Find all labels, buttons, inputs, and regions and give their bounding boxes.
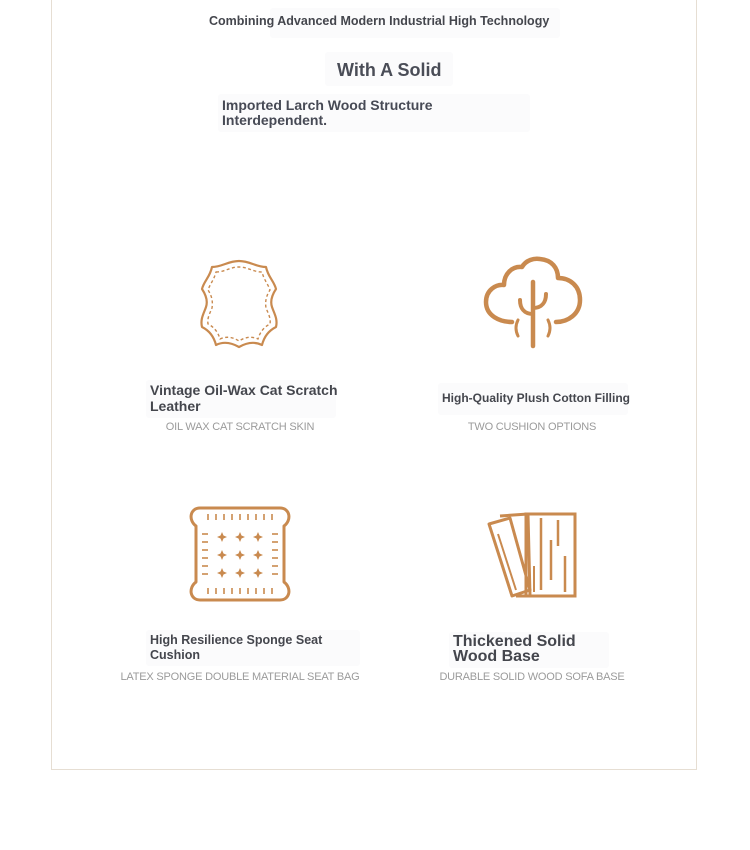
feature-3-subtitle: LATEX SPONGE DOUBLE MATERIAL SEAT BAG [120, 671, 360, 683]
feature-4-subtitle: DURABLE SOLID WOOD SOFA BASE [439, 671, 625, 683]
feature-1-title: Vintage Oil-Wax Cat Scratch Leather [150, 382, 338, 414]
leather-icon [198, 257, 280, 349]
feature-2-title: High-Quality Plush Cotton Filling [442, 391, 630, 405]
wood-planks-icon [486, 510, 580, 600]
cushion-icon [186, 504, 294, 604]
page-lead: Imported Larch Wood Structure Interdependent. [222, 97, 433, 128]
feature-2-subtitle: TWO CUSHION OPTIONS [467, 421, 597, 433]
feature-1-subtitle: OIL WAX CAT SCRATCH SKIN [165, 421, 315, 433]
feature-3-title: High Resilience Sponge Seat Cushion [150, 633, 323, 662]
cloud-filling-icon [482, 256, 584, 350]
feature-4-title: Thickened Solid Wood Base [453, 633, 576, 665]
page-headline: Combining Advanced Modern Industrial High Technology [209, 14, 550, 28]
page-subhead: With A Solid [337, 60, 442, 80]
